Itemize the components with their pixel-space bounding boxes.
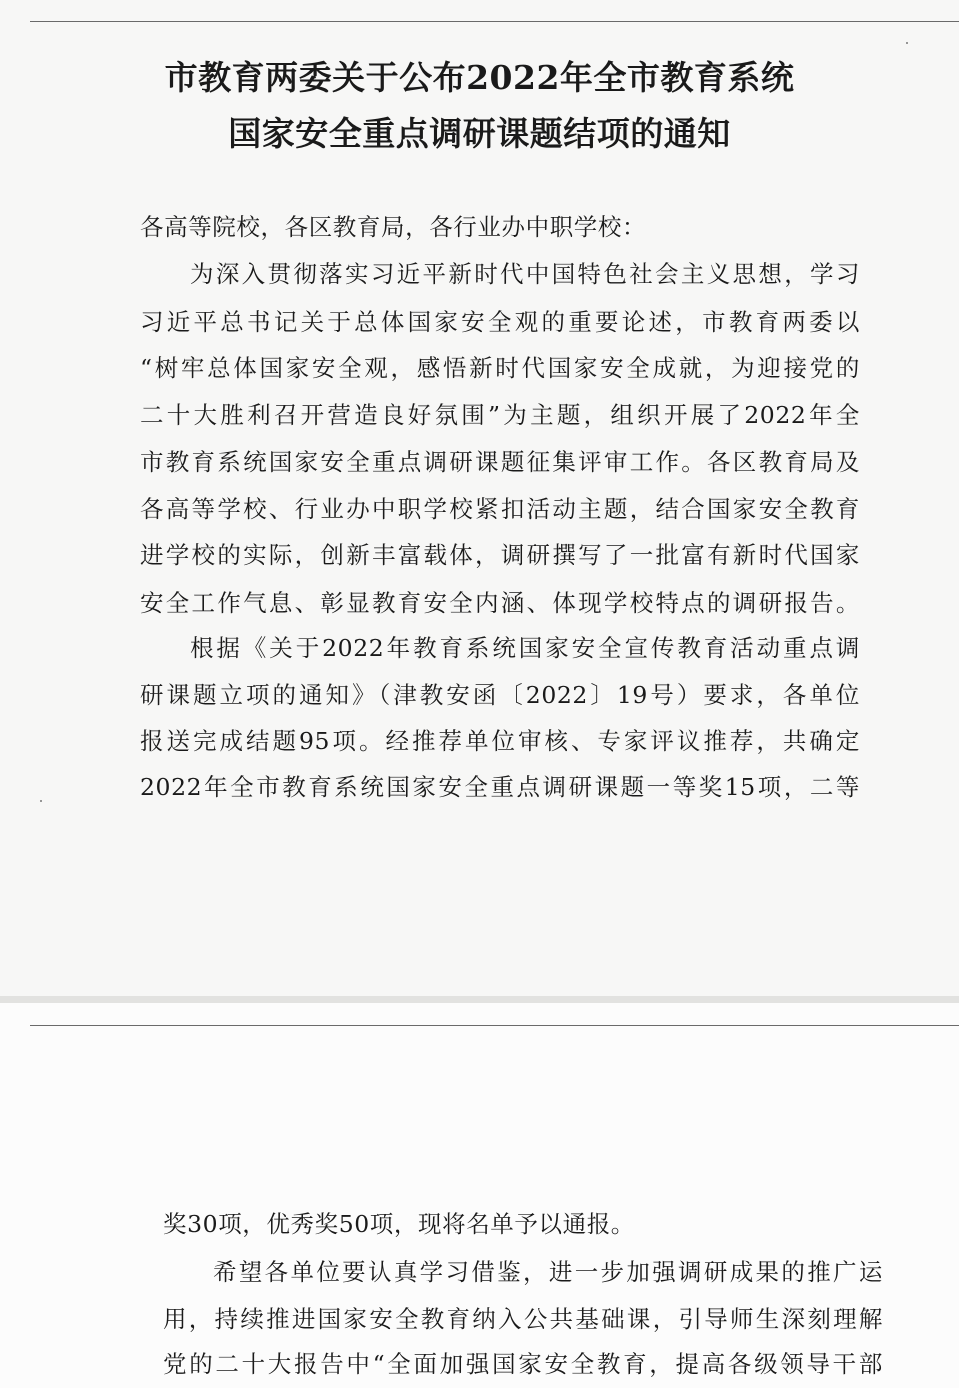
page-separator (0, 996, 959, 1003)
body-line: “树牢总体国家安全观，感悟新时代国家安全成就，为迎接党的 (140, 354, 860, 382)
salutation: 各高等院校，各区教育局，各行业办中职学校： (140, 213, 647, 241)
scan-speck (906, 42, 908, 44)
document-page-2 (0, 1003, 959, 1388)
scan-edge-line (30, 1025, 959, 1026)
body-line: 根据《关于2022年教育系统国家安全宣传教育活动重点调 (190, 634, 860, 662)
scan-edge-line (30, 21, 959, 22)
document-title-line-2: 国家安全重点调研课题结项的通知 (228, 114, 731, 153)
body-line: 各高等学校、行业办中职学校紧扣活动主题，结合国家安全教育 (140, 495, 860, 523)
body-line: 希望各单位要认真学习借鉴，进一步加强调研成果的推广运 (213, 1258, 883, 1286)
body-line: 报送完成结题95项。经推荐单位审核、专家评议推荐，共确定 (140, 727, 860, 755)
body-line: 为深入贯彻落实习近平新时代中国特色社会主义思想，学习 (190, 260, 860, 288)
body-line: 习近平总书记关于总体国家安全观的重要论述，市教育两委以 (140, 308, 860, 336)
body-line: 安全工作气息、彰显教育安全内涵、体现学校特点的调研报告。 (140, 589, 860, 617)
body-line: 奖30项，优秀奖50项，现将名单予以通报。 (163, 1210, 635, 1238)
scan-speck (40, 800, 42, 802)
body-line: 2022年全市教育系统国家安全重点调研课题一等奖15项，二等 (140, 773, 860, 801)
body-line: 进学校的实际，创新丰富载体，调研撰写了一批富有新时代国家 (140, 541, 860, 569)
body-line: 市教育系统国家安全重点调研课题征集评审工作。各区教育局及 (140, 448, 860, 476)
body-line: 用，持续推进国家安全教育纳入公共基础课，引导师生深刻理解 (163, 1305, 883, 1333)
body-line: 研课题立项的通知》（津教安函〔2022〕19号）要求，各单位 (140, 681, 860, 709)
body-line: 党的二十大报告中“全面加强国家安全教育，提高各级领导干部 (163, 1350, 883, 1378)
body-line: 二十大胜利召开营造良好氛围”为主题，组织开展了2022年全 (140, 401, 860, 429)
document-title-line-1: 市教育两委关于公布2022年全市教育系统 (164, 58, 795, 97)
